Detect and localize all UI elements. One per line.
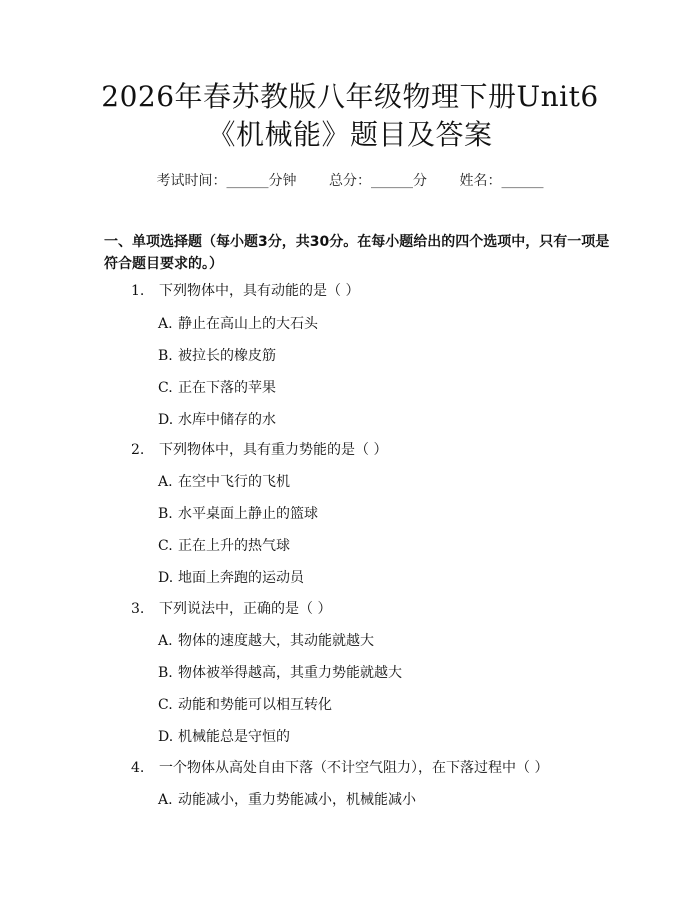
question-text: 下列物体中，具有重力势能的是（ ） bbox=[159, 442, 388, 458]
option-2b bbox=[158, 504, 318, 524]
section-heading-single-choice: 一、单项选择题（每小题3分，共30分。在每小题给出的四个选项中，只有一项是符合题目要求的。） bbox=[104, 234, 610, 272]
option-1b bbox=[158, 346, 276, 366]
option-text: 物体的速度越大，其动能就越大 bbox=[178, 633, 374, 649]
question-number: 4. bbox=[131, 760, 145, 776]
option-1a bbox=[158, 314, 318, 334]
option-2c bbox=[158, 536, 290, 556]
option-2d bbox=[158, 568, 304, 588]
option-letter: A. bbox=[158, 633, 173, 649]
name-field: 姓名：______ bbox=[459, 173, 544, 189]
option-1d bbox=[158, 410, 276, 430]
option-text: 正在下落的苹果 bbox=[178, 380, 276, 396]
option-letter: B. bbox=[158, 348, 173, 364]
option-letter: B. bbox=[158, 665, 173, 681]
option-4a bbox=[158, 790, 416, 810]
option-3c bbox=[158, 695, 332, 715]
question-number: 3. bbox=[131, 601, 145, 617]
option-letter: D. bbox=[158, 729, 174, 745]
option-letter: B. bbox=[158, 506, 173, 522]
question-4 bbox=[131, 758, 548, 778]
exam-time-field: 考试时间：______分钟 bbox=[156, 173, 297, 189]
question-number: 1. bbox=[131, 283, 145, 299]
question-number: 2. bbox=[131, 442, 145, 458]
option-text: 正在上升的热气球 bbox=[178, 538, 290, 554]
option-letter: D. bbox=[158, 412, 174, 428]
exam-info-line bbox=[0, 170, 700, 190]
option-2a bbox=[158, 472, 290, 492]
option-1c bbox=[158, 378, 276, 398]
total-score-field: 总分：______分 bbox=[329, 173, 427, 189]
option-text: 动能减小，重力势能减小，机械能减小 bbox=[178, 792, 416, 808]
option-text: 被拉长的橡皮筋 bbox=[178, 348, 276, 364]
page-title: 2026年春苏教版八年级物理下册Unit6《机械能》题目及答案 bbox=[101, 80, 599, 151]
option-text: 动能和势能可以相互转化 bbox=[178, 697, 332, 713]
question-2 bbox=[131, 440, 387, 460]
option-text: 静止在高山上的大石头 bbox=[178, 316, 318, 332]
option-text: 水库中储存的水 bbox=[178, 412, 276, 428]
option-text: 机械能总是守恒的 bbox=[178, 729, 290, 745]
option-text: 在空中飞行的飞机 bbox=[178, 474, 290, 490]
option-letter: D. bbox=[158, 570, 174, 586]
question-text: 一个物体从高处自由下落（不计空气阻力），在下落过程中（ ） bbox=[159, 760, 549, 776]
question-text: 下列说法中，正确的是（ ） bbox=[159, 601, 332, 617]
option-letter: C. bbox=[158, 380, 173, 396]
option-3a bbox=[158, 631, 374, 651]
question-3 bbox=[131, 599, 331, 619]
option-text: 物体被举得越高，其重力势能就越大 bbox=[178, 665, 402, 681]
option-text: 地面上奔跑的运动员 bbox=[178, 570, 304, 586]
option-letter: A. bbox=[158, 792, 173, 808]
option-text: 水平桌面上静止的篮球 bbox=[178, 506, 318, 522]
option-letter: A. bbox=[158, 474, 173, 490]
option-3d bbox=[158, 727, 290, 747]
option-letter: C. bbox=[158, 538, 173, 554]
option-3b bbox=[158, 663, 402, 683]
question-text: 下列物体中，具有动能的是（ ） bbox=[159, 283, 360, 299]
option-letter: A. bbox=[158, 316, 173, 332]
option-letter: C. bbox=[158, 697, 173, 713]
question-1 bbox=[131, 281, 359, 301]
